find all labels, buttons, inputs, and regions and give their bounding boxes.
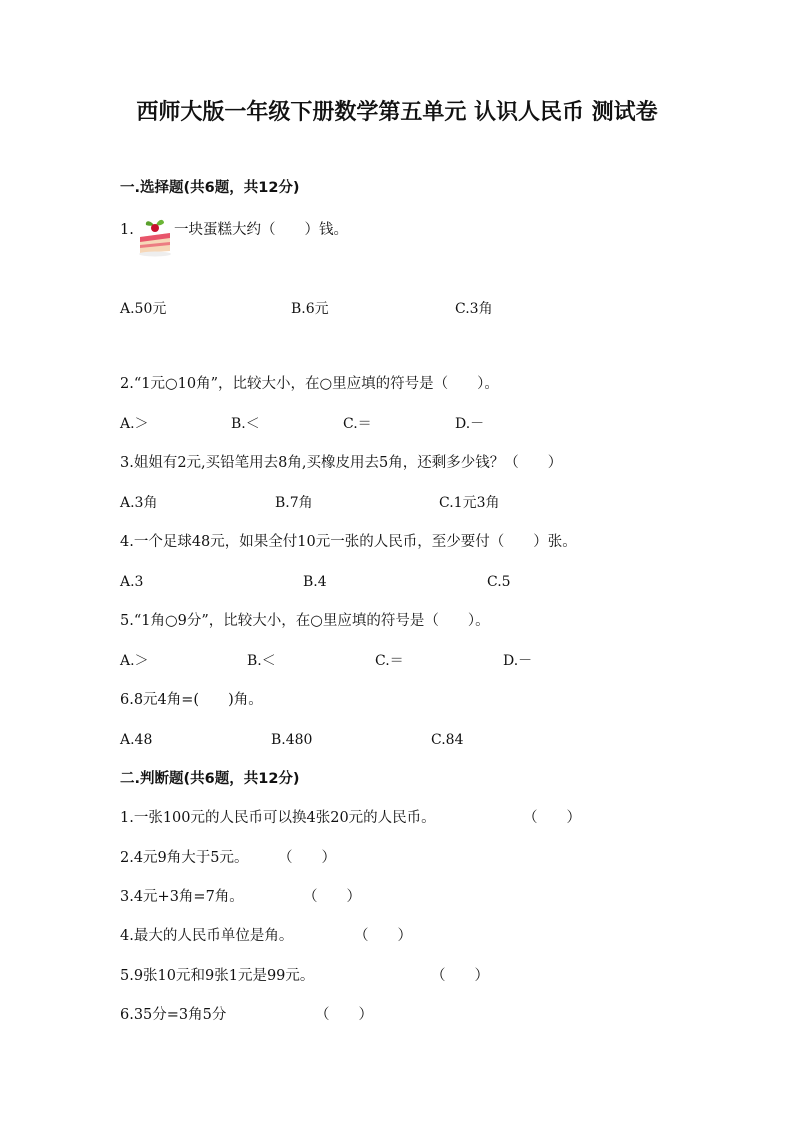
judgment-6-blank: （ ）: [315, 1007, 373, 1023]
q5-option-b: B.＜: [247, 653, 276, 669]
q2-option-c: C.＝: [343, 416, 372, 432]
judgment-4-blank: （ ）: [354, 928, 412, 944]
q2-option-d: D.－: [455, 416, 485, 432]
judgment-5-text: 5.9张10元和9张1元是99元。: [120, 968, 315, 984]
q6-option-c: C.84: [431, 732, 464, 748]
judgment-1-blank: （ ）: [523, 810, 581, 826]
judgment-1-text: 1.一张100元的人民币可以换4张20元的人民币。: [120, 810, 436, 826]
judgment-3-text: 3.4元+3角=7角。: [120, 889, 244, 905]
q4-option-c: C.5: [487, 574, 511, 590]
judgment-6-text: 6.35分=3角5分: [120, 1007, 227, 1023]
q5-option-a: A.＞: [120, 653, 149, 669]
judgment-3-blank: （ ）: [303, 889, 361, 905]
judgment-2-blank: （ ）: [278, 850, 336, 866]
question-6-text: 6.8元4角=( )角。: [120, 692, 263, 708]
q5-option-c: C.＝: [375, 653, 404, 669]
q1-option-b: B.6元: [291, 301, 329, 317]
page-title: 西师大版一年级下册数学第五单元 认识人民币 测试卷: [136, 100, 658, 125]
judgment-5-blank: （ ）: [431, 968, 489, 984]
q4-option-a: A.3: [120, 574, 144, 590]
question-1-number: 1.: [120, 222, 134, 238]
question-4-text: 4.一个足球48元，如果全付10元一张的人民币，至少要付（ ）张。: [120, 534, 577, 550]
q6-option-b: B.480: [271, 732, 313, 748]
q1-option-a: A.50元: [120, 301, 167, 317]
q3-option-a: A.3角: [120, 495, 158, 511]
question-2-text: 2.“1元○10角”，比较大小，在○里应填的符号是（ ）。: [120, 376, 499, 392]
judgment-4-text: 4.最大的人民币单位是角。: [120, 928, 294, 944]
q5-option-d: D.－: [503, 653, 533, 669]
q2-option-a: A.＞: [120, 416, 149, 432]
judgment-2-text: 2.4元9角大于5元。: [120, 850, 249, 866]
q4-option-b: B.4: [303, 574, 327, 590]
q3-option-c: C.1元3角: [439, 495, 500, 511]
q1-option-c: C.3角: [455, 301, 493, 317]
section-heading-choice: 一.选择题(共6题，共12分): [120, 180, 300, 196]
question-1-text: 一块蛋糕大约（ ）钱。: [174, 222, 348, 238]
q2-option-b: B.＜: [231, 416, 260, 432]
cake-icon: [137, 215, 173, 257]
question-3-text: 3.姐姐有2元,买铅笔用去8角,买橡皮用去5角，还剩多少钱？（ ）: [120, 455, 563, 471]
question-5-text: 5.“1角○9分”，比较大小，在○里应填的符号是（ ）。: [120, 613, 490, 629]
q3-option-b: B.7角: [275, 495, 313, 511]
q6-option-a: A.48: [120, 732, 153, 748]
section-heading-judgment: 二.判断题(共6题，共12分): [120, 771, 300, 787]
